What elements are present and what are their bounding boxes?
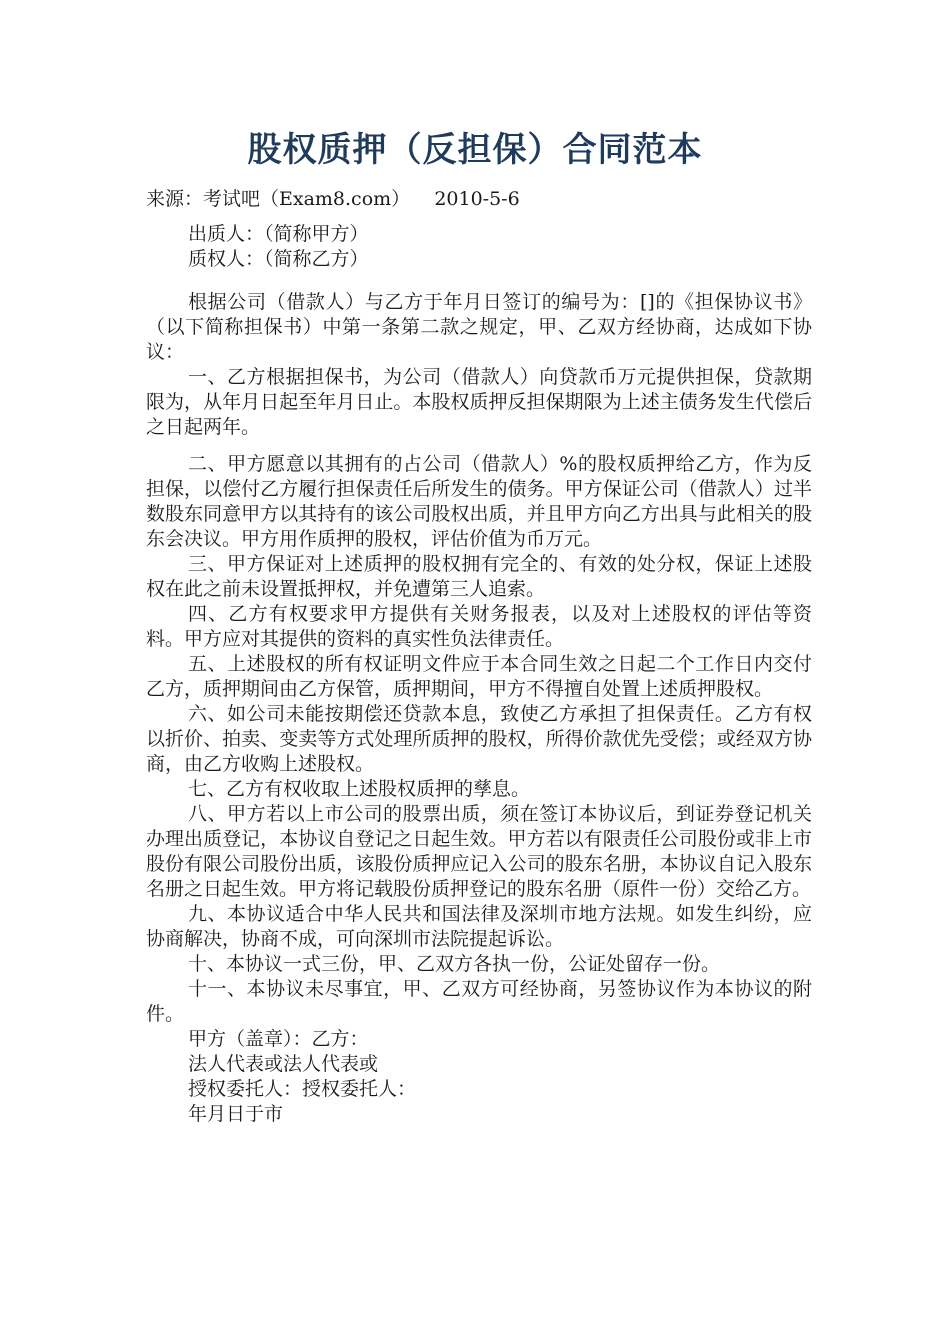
clause-2: 二、甲方愿意以其拥有的占公司（借款人）%的股权质押给乙方，作为反担保，以偿付乙方履行担保责任后所发生的债务。甲方保证公司（借款人）过半数股东同意甲方以其持有的该公司股权出质，并且甲方向乙方出具与此相关的股东会决议。甲方用作质押的股权，评估价值为币万元。	[146, 453, 812, 550]
clause-7: 七、乙方有权收取上述股权质押的孳息。	[188, 778, 531, 800]
source-line: 来源：考试吧（Exam8.com） 2010-5-6	[146, 188, 520, 210]
document-title: 股权质押（反担保）合同范本	[247, 130, 703, 170]
clause-1: 一、乙方根据担保书，为公司（借款人）向贷款币万元提供担保，贷款期限为，从年月日起至年月日止。本股权质押反担保期限为上述主债务发生代偿后之日起两年。	[146, 366, 812, 438]
clause-6: 六、如公司未能按期偿还贷款本息，致使乙方承担了担保责任。乙方有权以折价、拍卖、变卖等方式处理所质押的股权，所得价款优先受偿；或经双方协商，由乙方收购上述股权。	[146, 703, 812, 775]
preamble-paragraph: 根据公司（借款人）与乙方于年月日签订的编号为：[]的《担保协议书》（以下简称担保书）中第一条第二款之规定，甲、乙双方经协商，达成如下协议：	[146, 291, 812, 363]
clause-5: 五、上述股权的所有权证明文件应于本合同生效之日起二个工作日内交付乙方，质押期间由乙方保管，质押期间，甲方不得擅自处置上述质押股权。	[146, 653, 812, 700]
signature-agent-line: 授权委托人：授权委托人：	[188, 1078, 417, 1100]
clause-3: 三、甲方保证对上述质押的股权拥有完全的、有效的处分权，保证上述股权在此之前未设置抵押权，并免遭第三人追索。	[146, 553, 812, 600]
document-body	[146, 222, 812, 1127]
signature-representative-line: 法人代表或法人代表或	[188, 1053, 379, 1075]
pledgor-line: 出质人：（简称甲方）	[188, 223, 369, 245]
clause-9: 九、本协议适合中华人民共和国法律及深圳市地方法规。如发生纠纷，应协商解决，协商不成，可向深圳市法院提起诉讼。	[146, 903, 812, 950]
clause-4: 四、乙方有权要求甲方提供有关财务报表，以及对上述股权的评估等资料。甲方应对其提供的资料的真实性负法律责任。	[146, 603, 812, 650]
clause-10: 十、本协议一式三份，甲、乙双方各执一份，公证处留存一份。	[188, 953, 721, 975]
pledgee-line: 质权人：（简称乙方）	[188, 248, 369, 270]
signature-party-line: 甲方（盖章）：乙方：	[188, 1028, 369, 1050]
signature-date-line: 年月日于市	[188, 1103, 284, 1125]
clause-8: 八、甲方若以上市公司的股票出质，须在签订本协议后，到证券登记机关办理出质登记，本协议自登记之日起生效。甲方若以有限责任公司股份或非上市股份有限公司股份出质，该股份质押应记入公司的股东名册，本协议自记入股东名册之日起生效。甲方将记载股份质押登记的股东名册（原件一份）交给乙方。	[146, 803, 812, 900]
clause-11: 十一、本协议未尽事宜，甲、乙双方可经协商，另签协议作为本协议的附件。	[146, 978, 812, 1025]
